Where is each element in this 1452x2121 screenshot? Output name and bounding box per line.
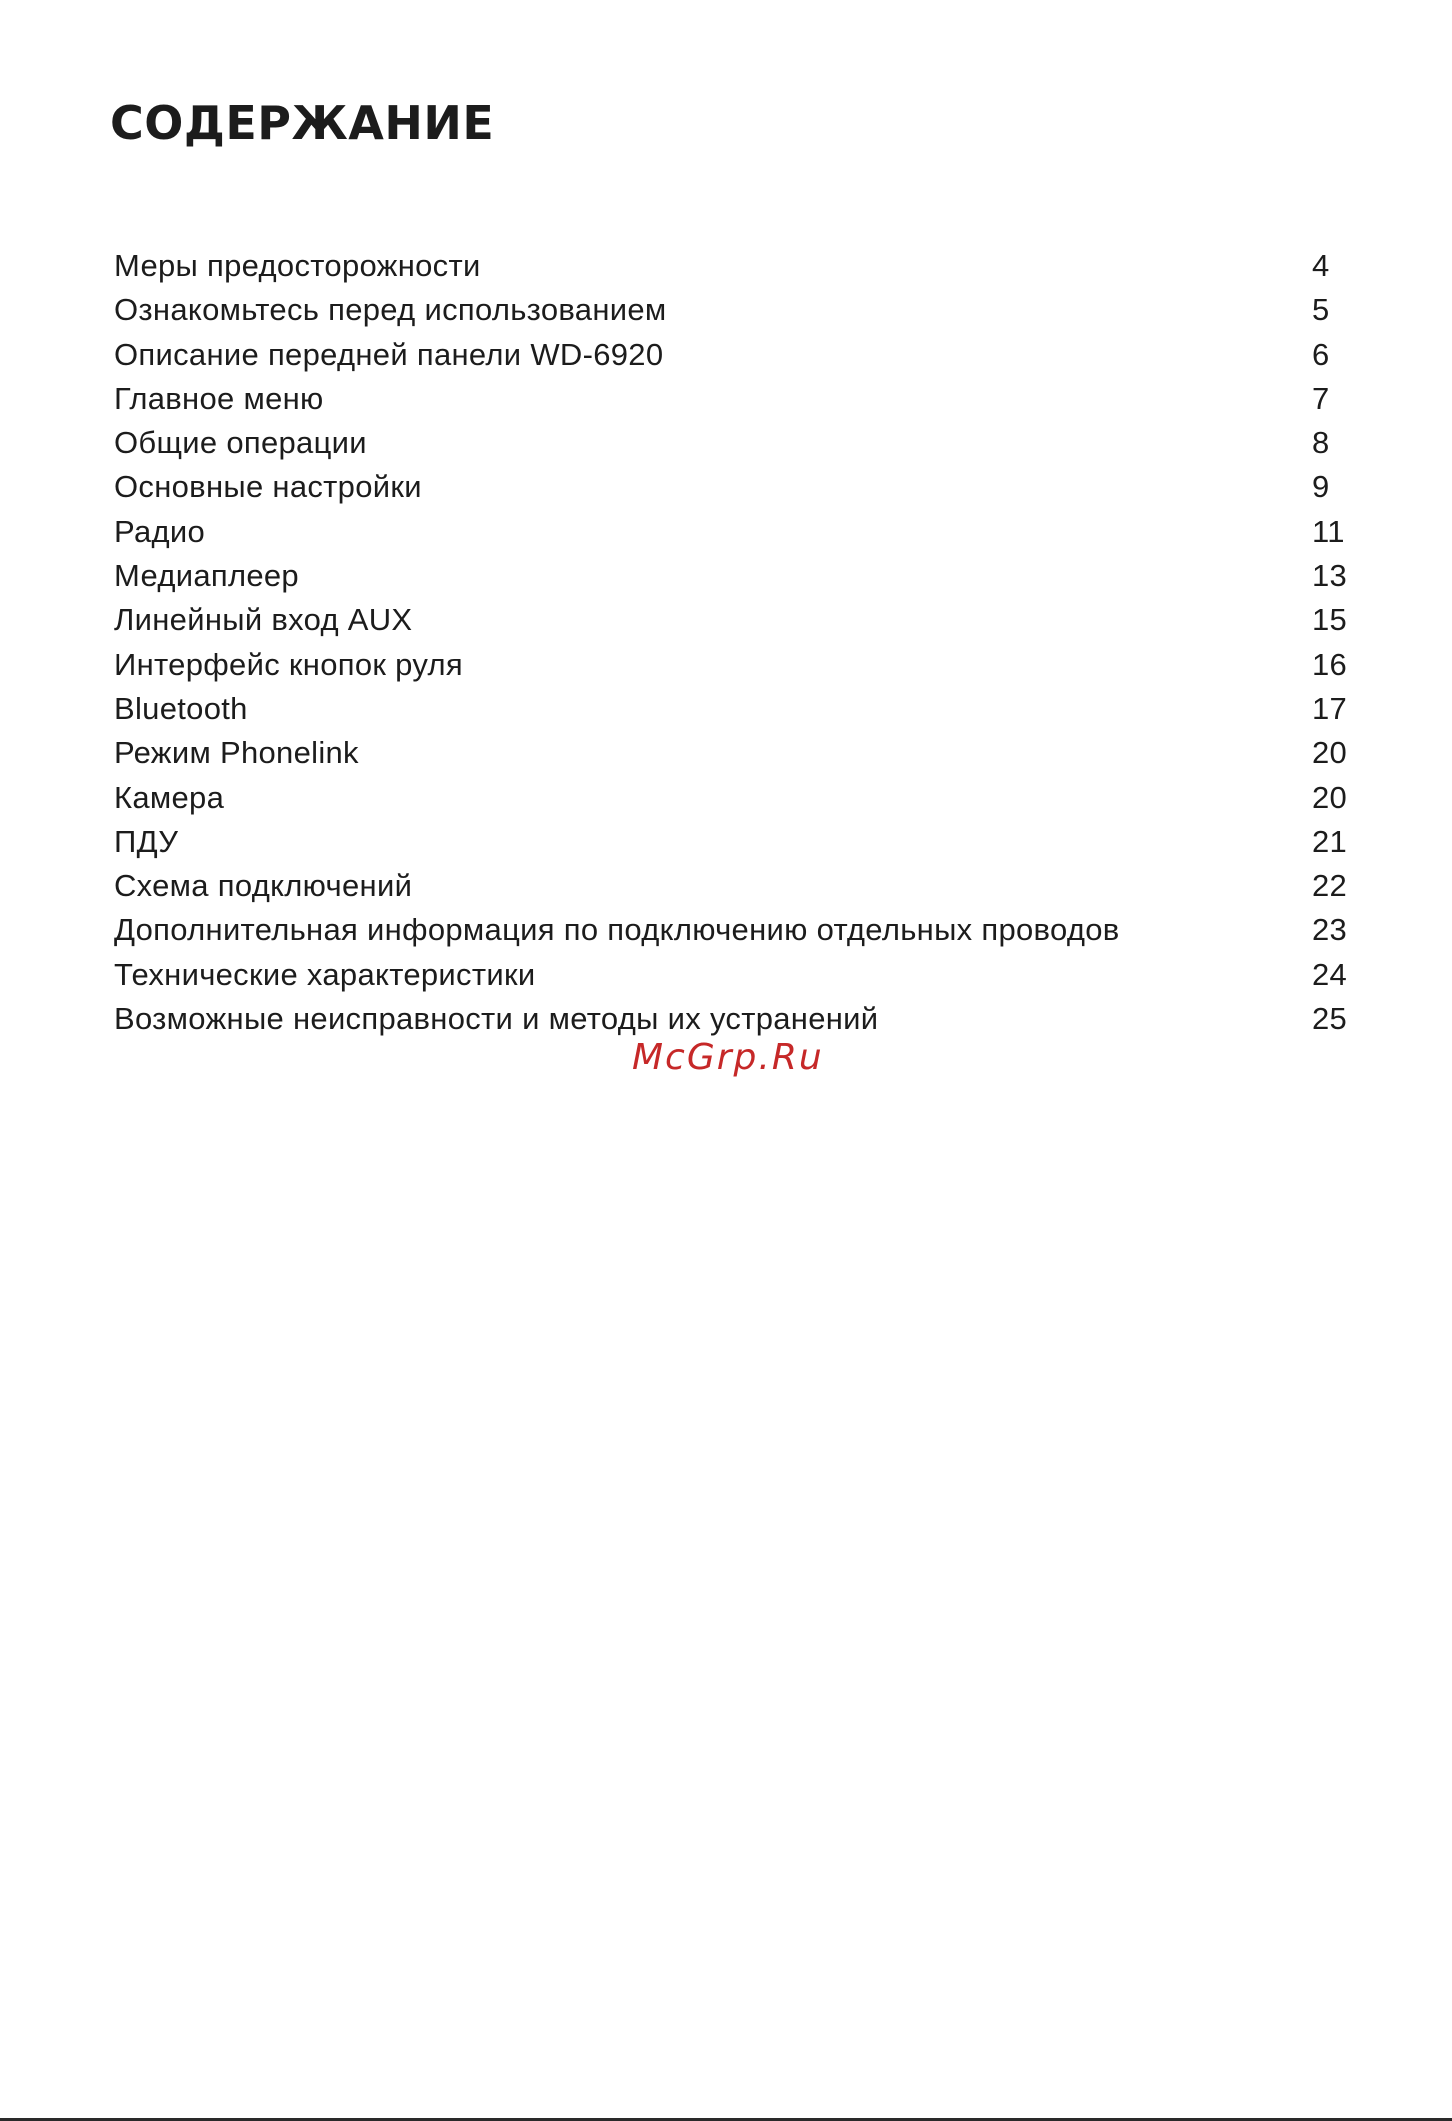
- toc-entry-label: Линейный вход AUX: [114, 602, 413, 638]
- toc-entry[interactable]: [114, 554, 1352, 598]
- toc-entry-label: Меры предосторожности: [114, 248, 481, 283]
- toc-entry-page-number: 9: [1312, 469, 1330, 505]
- toc-entry[interactable]: [114, 864, 1352, 908]
- toc-entry[interactable]: [114, 908, 1352, 952]
- toc-entry-page-number: 20: [1312, 779, 1348, 815]
- toc-entry-page-number: 4: [1312, 248, 1330, 283]
- toc-entry-label: Возможные неисправности и методы их устранений: [114, 1001, 879, 1037]
- toc-entry-label: Ознакомьтесь перед использованием: [114, 292, 667, 328]
- toc-entry-label: Bluetooth: [114, 690, 248, 726]
- toc-entry-label: Главное меню: [114, 380, 324, 416]
- toc-entry-page-number: 20: [1312, 735, 1348, 771]
- toc-entry[interactable]: [114, 820, 1352, 864]
- toc-entry-page-number: 15: [1312, 602, 1348, 638]
- toc-entry-label: Медиаплеер: [114, 558, 299, 594]
- toc-entry[interactable]: [114, 776, 1352, 820]
- toc-entry[interactable]: [114, 421, 1352, 465]
- toc-entry[interactable]: [114, 244, 1352, 288]
- table-of-contents: [114, 244, 1352, 1041]
- toc-entry-page-number: 23: [1312, 912, 1348, 948]
- toc-entry-page-number: 5: [1312, 292, 1330, 328]
- watermark: McGrp.Ru: [632, 1037, 824, 1078]
- toc-entry-page-number: 25: [1312, 1001, 1348, 1037]
- toc-entry-label: Дополнительная информация по подключению отдельных проводов: [114, 912, 1120, 948]
- toc-entry[interactable]: [114, 510, 1352, 554]
- toc-entry[interactable]: [114, 288, 1352, 332]
- page-title: СОДЕРЖАНИЕ: [110, 96, 495, 150]
- toc-entry[interactable]: [114, 997, 1352, 1041]
- toc-entry[interactable]: [114, 377, 1352, 421]
- toc-entry-label: Технические характеристики: [114, 956, 536, 992]
- toc-entry-page-number: 22: [1312, 868, 1348, 904]
- toc-entry-label: Схема подключений: [114, 868, 413, 904]
- toc-entry[interactable]: [114, 598, 1352, 642]
- toc-entry-label: Камера: [114, 779, 225, 815]
- toc-entry-page-number: 21: [1312, 823, 1348, 859]
- toc-entry-page-number: 16: [1312, 646, 1348, 682]
- toc-entry[interactable]: [114, 465, 1352, 509]
- toc-entry-label: Режим Phonelink: [114, 735, 359, 771]
- toc-entry-label: Интерфейс кнопок руля: [114, 646, 463, 682]
- toc-entry[interactable]: [114, 643, 1352, 687]
- toc-entry-page-number: 11: [1312, 513, 1345, 549]
- toc-entry-page-number: 8: [1312, 425, 1330, 461]
- toc-entry[interactable]: [114, 953, 1352, 997]
- toc-entry-page-number: 24: [1312, 956, 1348, 992]
- toc-entry[interactable]: [114, 333, 1352, 377]
- toc-entry-page-number: 6: [1312, 336, 1330, 372]
- toc-entry-label: Радио: [114, 513, 206, 549]
- toc-entry-label: Описание передней панели WD-6920: [114, 336, 664, 372]
- toc-entry-label: ПДУ: [114, 823, 179, 859]
- toc-entry[interactable]: [114, 687, 1352, 731]
- toc-entry-page-number: 7: [1312, 380, 1330, 416]
- toc-entry[interactable]: [114, 731, 1352, 775]
- toc-entry-label: Основные настройки: [114, 469, 422, 505]
- toc-entry-page-number: 13: [1312, 558, 1348, 594]
- toc-entry-page-number: 17: [1312, 690, 1348, 726]
- toc-entry-label: Общие операции: [114, 425, 367, 461]
